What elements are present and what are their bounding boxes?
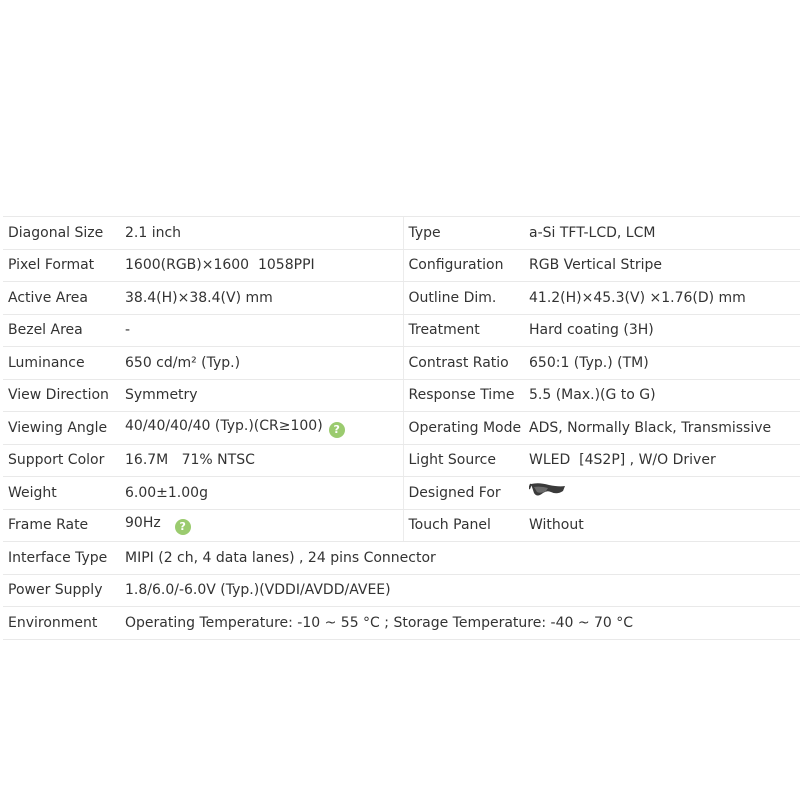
vr-glasses-icon — [529, 481, 567, 505]
contrast-ratio-value: 650:1 (Typ.) (TM) — [524, 347, 800, 380]
viewing-angle-label: Viewing Angle — [3, 412, 120, 445]
environment-label: Environment — [3, 607, 120, 640]
light-source-label: Light Source — [403, 444, 524, 477]
designed-for-value — [524, 477, 800, 510]
table-row — [3, 444, 800, 477]
operating-mode-label: Operating Mode — [403, 412, 524, 445]
table-row — [3, 379, 800, 412]
type-label: Type — [403, 217, 524, 250]
response-time-label: Response Time — [403, 379, 524, 412]
outline-dim-label: Outline Dim. — [403, 282, 524, 315]
viewing-angle-cell — [120, 412, 403, 445]
view-direction-value: Symmetry — [120, 379, 403, 412]
outline-dim-value: 41.2(H)×45.3(V) ×1.76(D) mm — [524, 282, 800, 315]
frame-rate-label: Frame Rate — [3, 509, 120, 542]
configuration-label: Configuration — [403, 249, 524, 282]
touch-panel-value: Without — [524, 509, 800, 542]
response-time-value: 5.5 (Max.)(G to G) — [524, 379, 800, 412]
bezel-area-label: Bezel Area — [3, 314, 120, 347]
environment-value: Operating Temperature: -10 ~ 55 °C ; Storage Temperature: -40 ~ 70 °C — [120, 607, 800, 640]
power-supply-value: 1.8/6.0/-6.0V (Typ.)(VDDI/AVDD/AVEE) — [120, 574, 800, 607]
table-row — [3, 477, 800, 510]
bezel-area-value: - — [120, 314, 403, 347]
table-row — [3, 314, 800, 347]
designed-for-label: Designed For — [403, 477, 524, 510]
table-row — [3, 412, 800, 445]
diagonal-size-label: Diagonal Size — [3, 217, 120, 250]
active-area-label: Active Area — [3, 282, 120, 315]
table-row — [3, 249, 800, 282]
table-row — [3, 217, 800, 250]
interface-type-value: MIPI (2 ch, 4 data lanes) , 24 pins Connector — [120, 542, 800, 575]
help-icon[interactable]: ? — [329, 422, 345, 438]
support-color-value: 16.7M 71% NTSC — [120, 444, 403, 477]
table-row — [3, 542, 800, 575]
weight-value: 6.00±1.00g — [120, 477, 403, 510]
luminance-value: 650 cd/m² (Typ.) — [120, 347, 403, 380]
viewing-angle-value: 40/40/40/40 (Typ.)(CR≥100) — [125, 417, 323, 434]
diagonal-size-value: 2.1 inch — [120, 217, 403, 250]
weight-label: Weight — [3, 477, 120, 510]
luminance-label: Luminance — [3, 347, 120, 380]
frame-rate-value: 90Hz — [125, 515, 161, 532]
interface-type-label: Interface Type — [3, 542, 120, 575]
pixel-format-value: 1600(RGB)×1600 1058PPI — [120, 249, 403, 282]
power-supply-label: Power Supply — [3, 574, 120, 607]
help-icon[interactable]: ? — [175, 519, 191, 535]
table-row — [3, 574, 800, 607]
table-row — [3, 509, 800, 542]
operating-mode-value: ADS, Normally Black, Transmissive — [524, 412, 800, 445]
contrast-ratio-label: Contrast Ratio — [403, 347, 524, 380]
spec-table — [3, 216, 800, 640]
support-color-label: Support Color — [3, 444, 120, 477]
configuration-value: RGB Vertical Stripe — [524, 249, 800, 282]
treatment-label: Treatment — [403, 314, 524, 347]
light-source-value: WLED [4S2P] , W/O Driver — [524, 444, 800, 477]
table-row — [3, 607, 800, 640]
type-value: a-Si TFT-LCD, LCM — [524, 217, 800, 250]
frame-rate-cell — [120, 509, 403, 542]
touch-panel-label: Touch Panel — [403, 509, 524, 542]
pixel-format-label: Pixel Format — [3, 249, 120, 282]
table-row — [3, 282, 800, 315]
table-row — [3, 347, 800, 380]
active-area-value: 38.4(H)×38.4(V) mm — [120, 282, 403, 315]
view-direction-label: View Direction — [3, 379, 120, 412]
treatment-value: Hard coating (3H) — [524, 314, 800, 347]
